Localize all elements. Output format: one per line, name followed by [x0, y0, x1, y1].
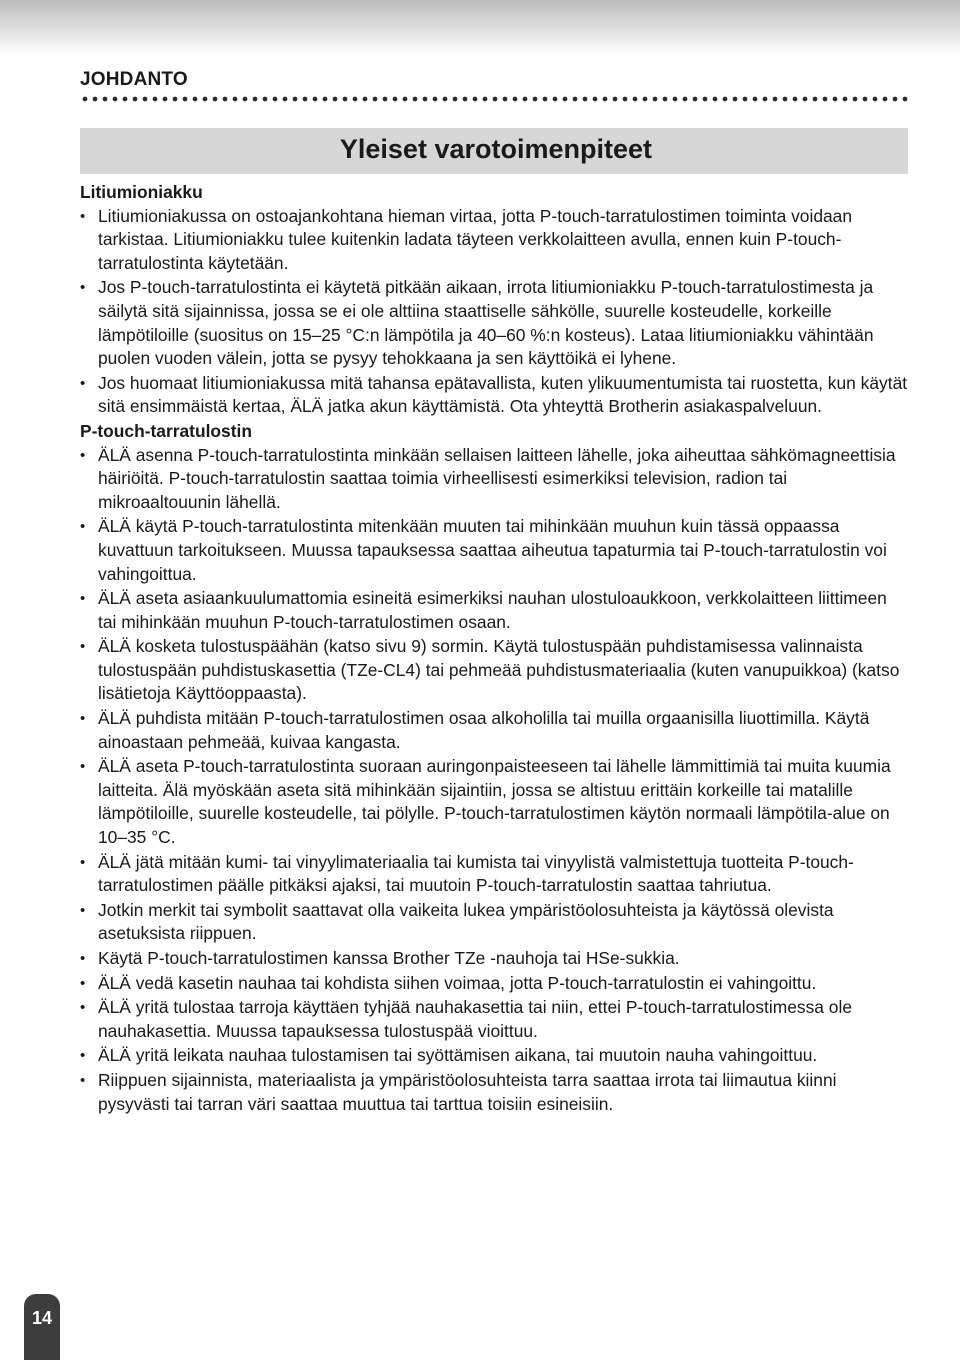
section-printer [80, 420, 908, 1116]
list-item: • Käytä P-touch-tarratulostimen kanssa Brother TZe -nauhoja tai HSe-sukkia. [80, 947, 908, 971]
bullet-list [80, 205, 908, 419]
list-item: • Riippuen sijainnista, materiaalista ja ympäristöolosuhteista tarra saattaa irrota tai liimautua kiinni pysyvästi tai tarran väri saattaa muuttua tai tarttua toisiin esineisiin. [80, 1069, 908, 1116]
list-item: • Jos P-touch-tarratulostinta ei käytetä pitkään aikaan, irrota litiumioniakku P-touch-tarratulostimesta ja säilytä sitä sijainnissa, jossa se ei ole alttiina staattiselle sähkölle, suurelle kosteudelle, korkeille lämpötiloille (suositus on 15–25 °C:n lämpötila ja 40–60 %:n kosteus). Lataa litiumioniakku vähintään puolen vuoden välein, jotta se pysyy tehokkaana ja sen käyttöikä ei lyhene. [80, 276, 908, 370]
list-item: • ÄLÄ vedä kasetin nauhaa tai kohdista siihen voimaa, jotta P-touch-tarratulostin ei vahingoittu. [80, 972, 908, 996]
page-number-tab [24, 1294, 60, 1360]
list-item: • ÄLÄ yritä leikata nauhaa tulostamisen tai syöttämisen aikana, tai muutoin nauha vahingoittuu. [80, 1044, 908, 1068]
list-item: • ÄLÄ asenna P-touch-tarratulostinta minkään sellaisen laitteen lähelle, joka aiheuttaa sähkömagneettisia häiriöitä. P-touch-tarratulostin saattaa toimia virheellisesti esimerkiksi television, radion tai mikroaaltouunin lähellä. [80, 444, 908, 515]
bullet-list [80, 444, 908, 1117]
section-battery [80, 181, 908, 419]
content-body [80, 181, 908, 1117]
list-item: • Jotkin merkit tai symbolit saattavat olla vaikeita lukea ympäristöolosuhteista ja käytössä olevista asetuksista riippuen. [80, 899, 908, 946]
section-heading: P-touch-tarratulostin [80, 420, 252, 441]
section-label: JOHDANTO [80, 69, 188, 90]
list-item: • Litiumioniakussa on ostoajankohtana hieman virtaa, jotta P-touch-tarratulostimen toiminta voidaan tarkistaa. Litiumioniakku tulee kuitenkin ladata täyteen verkkolaitteen avulla, ennen kuin P-touch-tarratulostinta käytetään. [80, 205, 908, 276]
list-item: • ÄLÄ aseta P-touch-tarratulostinta suoraan auringonpaisteeseen tai lähelle lämmittimiä tai muita kuumia laitteita. Älä myöskään aseta sitä mihinkään sijaintiin, jossa se altistuu erittäin korkeille tai matalille lämpötiloille, suurelle kosteudelle, tai pölylle. P-touch-tarratulostimen käytön normaali lämpötila-alue on 10–35 °C. [80, 755, 908, 849]
title-bar [80, 128, 908, 174]
page-title: Yleiset varotoimenpiteet [339, 134, 652, 164]
list-item: • ÄLÄ yritä tulostaa tarroja käyttäen tyhjää nauhakasettia tai niin, ettei P-touch-tarratulostimessa ole nauhakasettia. Muussa tapauksessa tulostuspää vioittuu. [80, 996, 908, 1043]
list-item: • ÄLÄ jätä mitään kumi- tai vinyylimateriaalia tai kumista tai vinyylistä valmistettuja tuotteita P-touch-tarratulostimen päälle pitkäksi ajaksi, tai muutoin P-touch-tarratulostin saattaa tahriutua. [80, 851, 908, 898]
list-item: • ÄLÄ aseta asiaankuulumattomia esineitä esimerkiksi nauhan ulostuloaukkoon, verkkolaitteen liittimeen tai mihinkään muuhun P-touch-tarratulostimen osaan. [80, 587, 908, 634]
section-heading: Litiumioniakku [80, 182, 203, 202]
list-item: • Jos huomaat litiumioniakussa mitä tahansa epätavallista, kuten ylikuumentumista tai ruostetta, kun käytät sitä ensimmäistä kertaa, ÄLÄ jatka akun käyttämistä. Ota yhteyttä Brotherin asiakaspalveluun. [80, 372, 908, 419]
list-item: • ÄLÄ kosketa tulostuspäähän (katso sivu 9) sormin. Käytä tulostuspään puhdistamisessa valinnaista tulostuspään puhdistuskasettia (TZe-CL4) tai pehmeää puhdistusmateriaalia (kuten vanupuikkoa) (katso lisätietoja Käyttöoppaasta). [80, 635, 908, 706]
list-item: • ÄLÄ puhdista mitään P-touch-tarratulostimen osaa alkoholilla tai muilla orgaanisilla liuottimilla. Käytä ainoastaan pehmeää, kuivaa kangasta. [80, 707, 908, 754]
list-item: • ÄLÄ käytä P-touch-tarratulostinta mitenkään muuten tai mihinkään muuhun kuin tässä oppaassa kuvattuun tarkoitukseen. Muussa tapauksessa saattaa aiheutua tapaturmia tai P-touch-tarratulostin voi vahingoittua. [80, 515, 908, 586]
top-gradient-band [0, 0, 960, 54]
page-number: 14 [31, 1308, 53, 1328]
dotted-divider [80, 96, 908, 102]
